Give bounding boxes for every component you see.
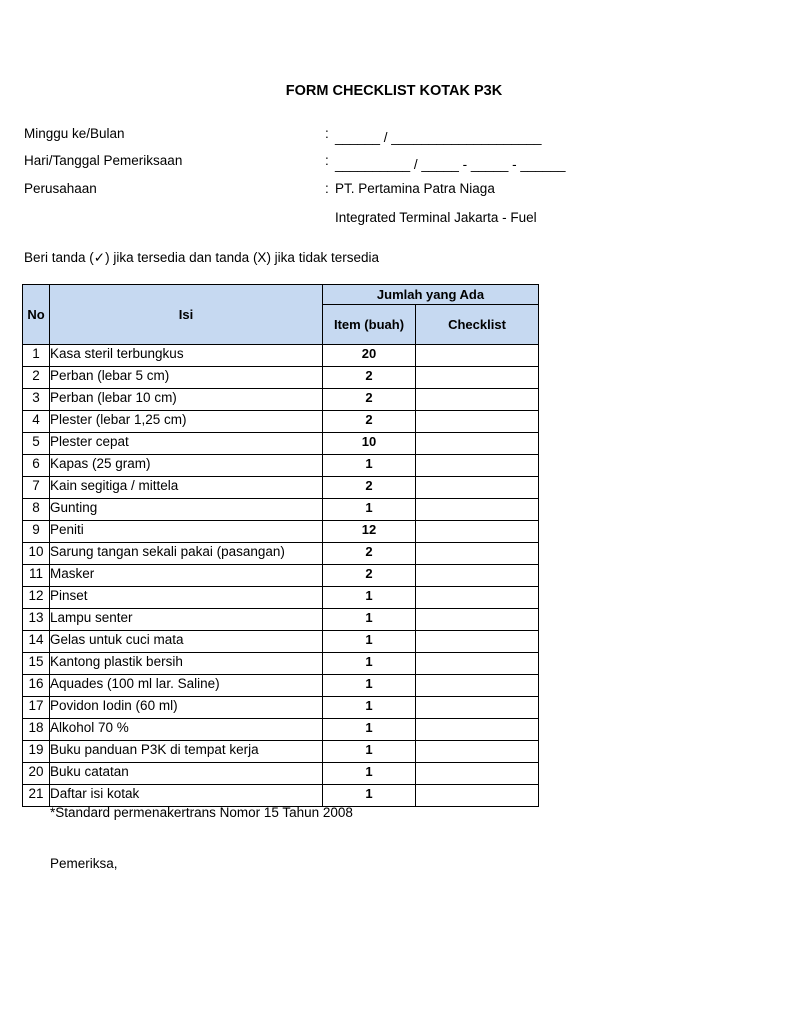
header-no: No	[23, 285, 50, 345]
row-item-qty: 2	[323, 389, 416, 411]
row-checklist-cell[interactable]	[416, 477, 539, 499]
row-number: 3	[23, 389, 50, 411]
row-number: 17	[23, 697, 50, 719]
row-number: 5	[23, 433, 50, 455]
row-checklist-cell[interactable]	[416, 587, 539, 609]
table-row	[23, 345, 539, 367]
company-value: PT. Pertamina Patra Niaga	[335, 181, 495, 196]
row-number: 11	[23, 565, 50, 587]
row-checklist-cell[interactable]	[416, 763, 539, 785]
row-checklist-cell[interactable]	[416, 697, 539, 719]
table-row	[23, 609, 539, 631]
row-number: 16	[23, 675, 50, 697]
header-isi: Isi	[50, 285, 323, 345]
row-item-name: Alkohol 70 %	[50, 719, 323, 741]
row-item-name: Buku panduan P3K di tempat kerja	[50, 741, 323, 763]
table-row	[23, 785, 539, 807]
footnote: *Standard permenakertrans Nomor 15 Tahun 2008	[50, 805, 353, 820]
table-row	[23, 411, 539, 433]
row-checklist-cell[interactable]	[416, 411, 539, 433]
form-title: FORM CHECKLIST KOTAK P3K	[285, 83, 503, 99]
row-item-qty: 2	[323, 411, 416, 433]
week-month-label: Minggu ke/Bulan	[24, 126, 125, 141]
row-checklist-cell[interactable]	[416, 367, 539, 389]
checklist-rows	[23, 345, 539, 807]
table-row	[23, 675, 539, 697]
row-item-name: Masker	[50, 565, 323, 587]
table-row	[23, 631, 539, 653]
instruction-text: Beri tanda (✓) jika tersedia dan tanda (X) jika tidak tersedia	[24, 250, 379, 265]
row-number: 15	[23, 653, 50, 675]
row-number: 1	[23, 345, 50, 367]
table-row	[23, 587, 539, 609]
row-item-name: Kasa steril terbungkus	[50, 345, 323, 367]
row-item-name: Plester cepat	[50, 433, 323, 455]
row-checklist-cell[interactable]	[416, 345, 539, 367]
row-checklist-cell[interactable]	[416, 653, 539, 675]
table-row	[23, 455, 539, 477]
table-row	[23, 763, 539, 785]
table-row	[23, 477, 539, 499]
row-checklist-cell[interactable]	[416, 499, 539, 521]
row-checklist-cell[interactable]	[416, 433, 539, 455]
company-label: Perusahaan	[24, 181, 97, 196]
row-checklist-cell[interactable]	[416, 521, 539, 543]
table-row	[23, 543, 539, 565]
row-item-qty: 2	[323, 477, 416, 499]
header-jumlah-group: Jumlah yang Ada	[323, 285, 539, 305]
row-item-qty: 1	[323, 653, 416, 675]
table-row	[23, 653, 539, 675]
table-row	[23, 697, 539, 719]
row-number: 14	[23, 631, 50, 653]
row-item-name: Plester (lebar 1,25 cm)	[50, 411, 323, 433]
row-checklist-cell[interactable]	[416, 741, 539, 763]
row-item-qty: 1	[323, 499, 416, 521]
row-item-name: Perban (lebar 5 cm)	[50, 367, 323, 389]
row-item-name: Peniti	[50, 521, 323, 543]
table-row	[23, 367, 539, 389]
company-terminal-value: Integrated Terminal Jakarta - Fuel	[335, 210, 537, 225]
row-number: 12	[23, 587, 50, 609]
row-item-qty: 1	[323, 763, 416, 785]
table-row	[23, 719, 539, 741]
row-checklist-cell[interactable]	[416, 631, 539, 653]
row-checklist-cell[interactable]	[416, 565, 539, 587]
table-row	[23, 499, 539, 521]
row-item-name: Sarung tangan sekali pakai (pasangan)	[50, 543, 323, 565]
row-item-name: Perban (lebar 10 cm)	[50, 389, 323, 411]
row-item-qty: 1	[323, 609, 416, 631]
row-item-name: Aquades (100 ml lar. Saline)	[50, 675, 323, 697]
row-item-qty: 1	[323, 587, 416, 609]
row-item-name: Povidon Iodin (60 ml)	[50, 697, 323, 719]
company-colon: :	[325, 181, 329, 196]
inspection-date-value: __________ / _____ - _____ - ______	[335, 157, 566, 172]
row-item-name: Kantong plastik bersih	[50, 653, 323, 675]
row-number: 13	[23, 609, 50, 631]
row-item-name: Gunting	[50, 499, 323, 521]
inspection-date-label: Hari/Tanggal Pemeriksaan	[24, 153, 183, 168]
week-month-value: ______ / ____________________	[335, 130, 542, 145]
row-number: 10	[23, 543, 50, 565]
table-row	[23, 433, 539, 455]
row-item-qty: 1	[323, 455, 416, 477]
row-checklist-cell[interactable]	[416, 785, 539, 807]
row-number: 6	[23, 455, 50, 477]
row-item-qty: 1	[323, 631, 416, 653]
row-item-qty: 2	[323, 367, 416, 389]
table-row	[23, 741, 539, 763]
row-number: 21	[23, 785, 50, 807]
row-checklist-cell[interactable]	[416, 389, 539, 411]
table-row	[23, 521, 539, 543]
table-row	[23, 389, 539, 411]
row-number: 8	[23, 499, 50, 521]
row-number: 18	[23, 719, 50, 741]
row-checklist-cell[interactable]	[416, 719, 539, 741]
row-item-name: Daftar isi kotak	[50, 785, 323, 807]
row-checklist-cell[interactable]	[416, 543, 539, 565]
row-checklist-cell[interactable]	[416, 675, 539, 697]
row-item-name: Lampu senter	[50, 609, 323, 631]
row-number: 7	[23, 477, 50, 499]
row-checklist-cell[interactable]	[416, 609, 539, 631]
row-item-qty: 12	[323, 521, 416, 543]
row-item-qty: 2	[323, 565, 416, 587]
row-number: 4	[23, 411, 50, 433]
table-row	[23, 565, 539, 587]
row-item-qty: 1	[323, 785, 416, 807]
checklist-table	[22, 284, 539, 807]
row-item-qty: 1	[323, 675, 416, 697]
row-checklist-cell[interactable]	[416, 455, 539, 477]
row-item-qty: 1	[323, 697, 416, 719]
row-item-name: Kain segitiga / mittela	[50, 477, 323, 499]
row-item-name: Kapas (25 gram)	[50, 455, 323, 477]
header-item: Item (buah)	[323, 305, 416, 345]
row-item-qty: 20	[323, 345, 416, 367]
row-item-name: Buku catatan	[50, 763, 323, 785]
row-number: 2	[23, 367, 50, 389]
row-item-name: Gelas untuk cuci mata	[50, 631, 323, 653]
row-number: 19	[23, 741, 50, 763]
signer-label: Pemeriksa,	[50, 856, 118, 871]
row-item-qty: 1	[323, 719, 416, 741]
header-checklist: Checklist	[416, 305, 539, 345]
row-item-name: Pinset	[50, 587, 323, 609]
inspection-date-colon: :	[325, 153, 329, 168]
row-item-qty: 1	[323, 741, 416, 763]
row-item-qty: 2	[323, 543, 416, 565]
row-number: 9	[23, 521, 50, 543]
row-number: 20	[23, 763, 50, 785]
week-month-colon: :	[325, 126, 329, 141]
row-item-qty: 10	[323, 433, 416, 455]
